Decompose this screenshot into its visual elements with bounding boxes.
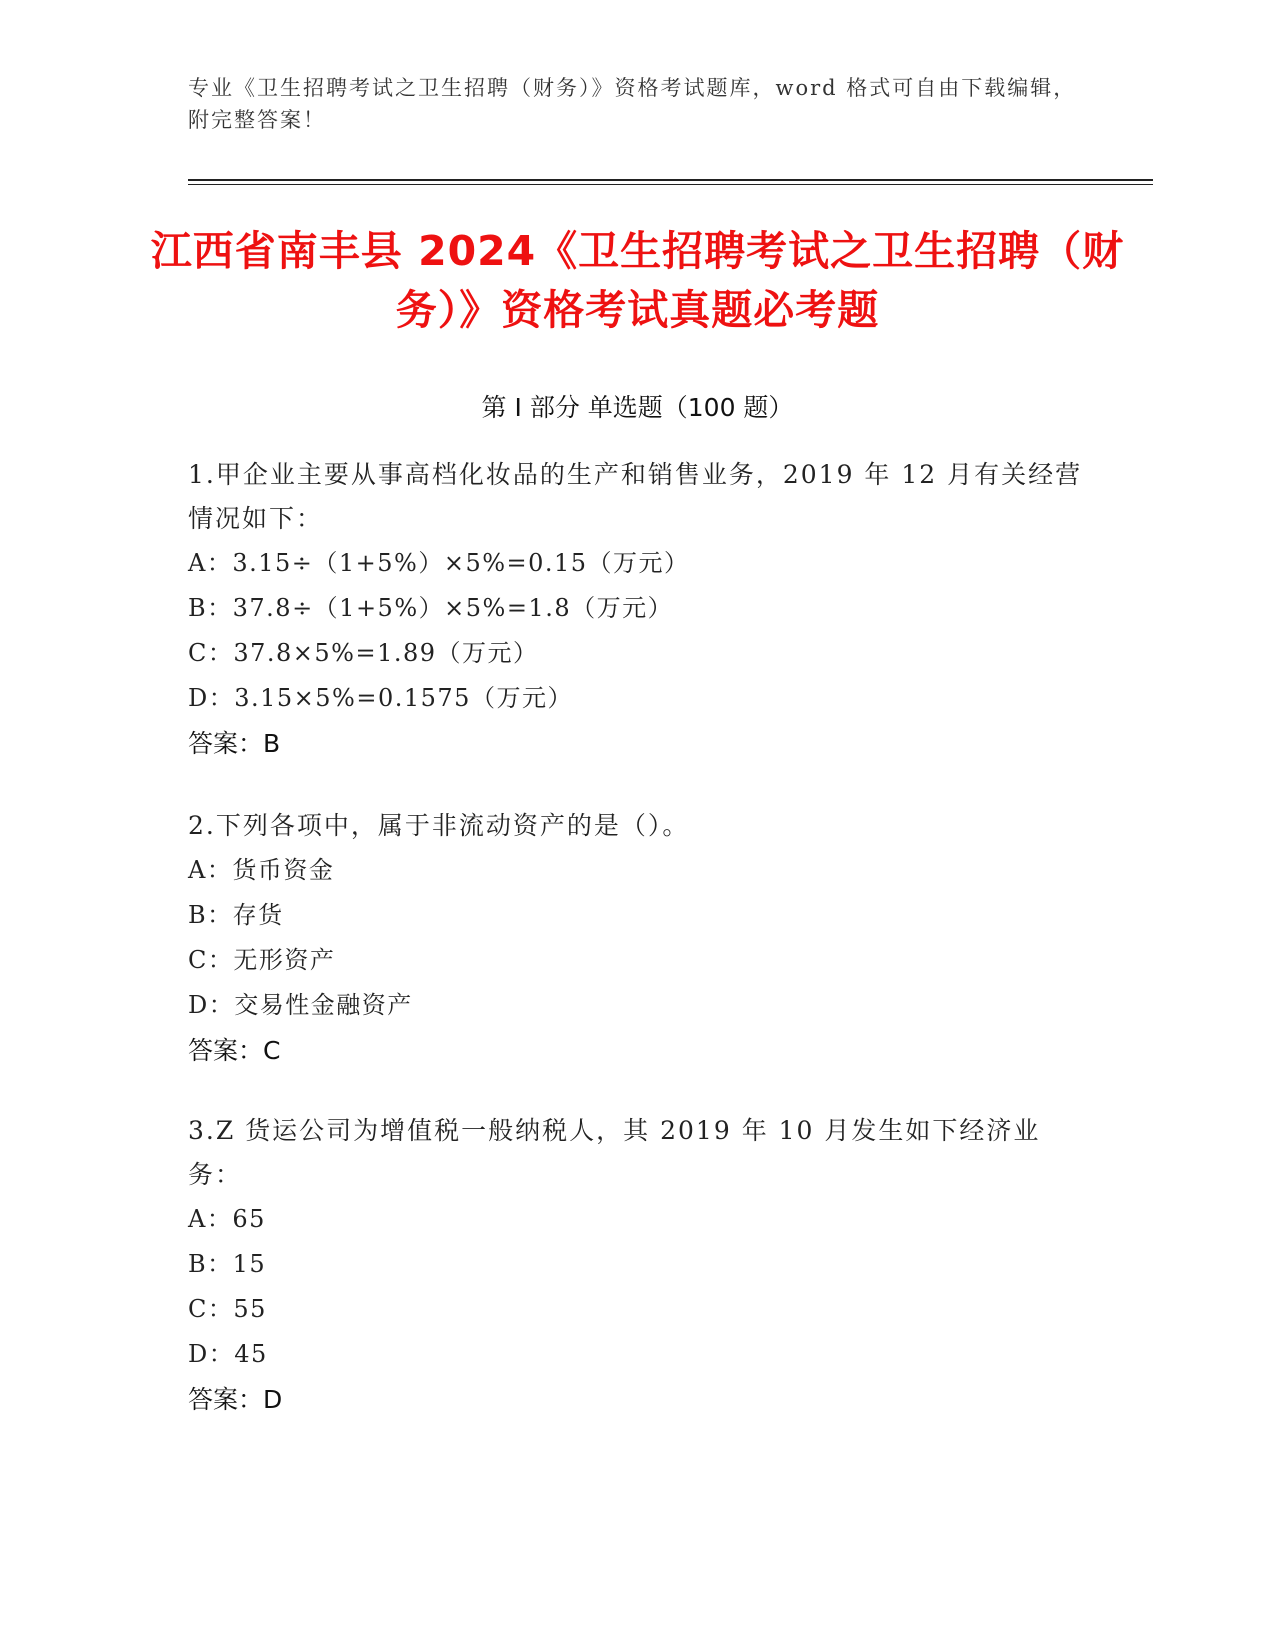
question-1 [188, 453, 1088, 766]
header-divider-thick [188, 179, 1153, 181]
document-title: 江西省南丰县 2024《卫生招聘考试之卫生招聘（财务）》资格考试真题必考题 [150, 227, 1125, 334]
question-3 [188, 1109, 1088, 1422]
header-note: 专业《卫生招聘考试之卫生招聘（财务）》资格考试题库，word 格式可自由下载编辑，附完整答案！ [188, 76, 1077, 132]
header-divider-thin [188, 184, 1153, 185]
answer: 答案：D [188, 1385, 283, 1414]
option-d: D：交易性金融资产 [188, 991, 413, 1019]
question-2 [188, 804, 1088, 1073]
option-d: D：3.15×5%=0.1575（万元） [188, 684, 573, 712]
option-c: C：37.8×5%=1.89（万元） [188, 639, 539, 667]
option-b: B：37.8÷（1+5%）×5%=1.8（万元） [188, 594, 674, 622]
answer: 答案：B [188, 729, 281, 758]
option-a: A：65 [188, 1205, 266, 1233]
answer: 答案：C [188, 1036, 281, 1065]
option-a: A：3.15÷（1+5%）×5%=0.15（万元） [188, 549, 690, 577]
option-a: A：货币资金 [188, 856, 335, 884]
option-c: C：无形资产 [188, 946, 336, 974]
question-stem: 1.甲企业主要从事高档化妆品的生产和销售业务，2019 年 12 月有关经营情况如下： [188, 460, 1083, 533]
option-b: B：存货 [188, 901, 284, 929]
option-d: D：45 [188, 1340, 268, 1368]
option-b: B：15 [188, 1250, 267, 1278]
question-stem: 3.Z 货运公司为增值税一般纳税人，其 2019 年 10 月发生如下经济业务： [188, 1116, 1041, 1189]
option-c: C：55 [188, 1295, 267, 1323]
section-heading: 第 I 部分 单选题（100 题） [481, 393, 794, 422]
question-stem: 2.下列各项中，属于非流动资产的是（）。 [188, 811, 690, 840]
